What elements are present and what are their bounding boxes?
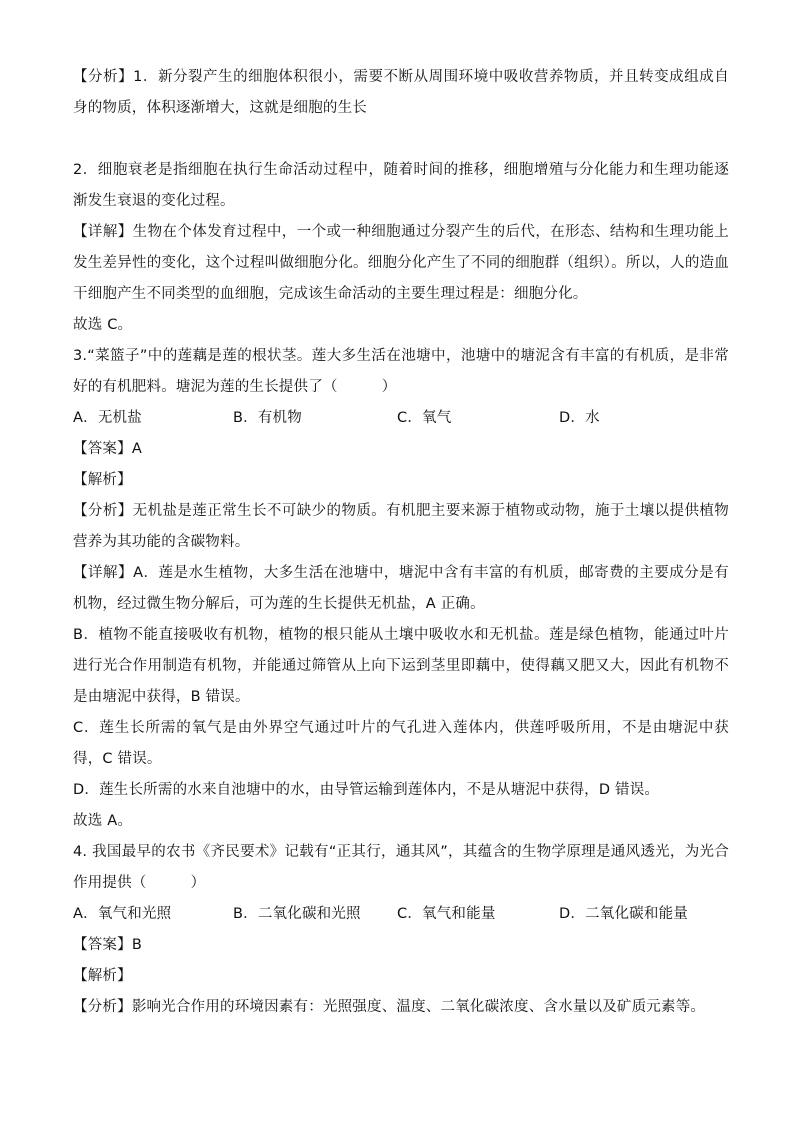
q3-option-b: B．有机物 bbox=[233, 410, 302, 426]
q4-analysis-heading: 【解析】 bbox=[73, 968, 132, 984]
analysis-text: 影响光合作用的环境因素有：光照强度、温度、二氧化碳浓度、含水量以及矿质元素等。 bbox=[131, 999, 706, 1015]
answer-value: B bbox=[131, 937, 142, 953]
answer-tag: 【答案】 bbox=[73, 937, 132, 953]
detail-text: A．莲是水生植物，大多生活在池塘中，塘泥中含有丰富的有机质，邮寄费的主要成分是有机物，经过微生物分解后，可为莲的生长提供无机盐，A 正确。 bbox=[73, 565, 729, 612]
q3-analysis bbox=[73, 496, 729, 558]
q3-detail-b: B．植物不能直接吸收有机物，植物的根只能从土壤中吸收水和无机盐。莲是绿色植物，能通过叶片进行光合作用制造有机物，并能通过筛管从上向下运到茎里即藕中，使得藕又肥又大，因此有机物不是由塘泥中获得，B 错误。 bbox=[73, 627, 729, 705]
q3-detail-d: D．莲生长所需的水来自池塘中的水，由导管运输到莲体内，不是从塘泥中获得，D 错误。 bbox=[73, 782, 660, 798]
conclusion-q2: 故选 C。 bbox=[73, 317, 133, 333]
document-page bbox=[73, 62, 729, 1023]
analysis-text: 1．新分裂产生的细胞体积很小，需要不断从周围环境中吸收营养物质，并且转变成组成自身的物质，体积逐渐增大，这就是细胞的生长 bbox=[73, 69, 729, 116]
q4-option-b: B．二氧化碳和光照 bbox=[233, 906, 361, 922]
q4-option-a: A．氧气和光照 bbox=[73, 906, 172, 922]
analysis-paragraph-1 bbox=[73, 62, 729, 124]
answer-value: A bbox=[131, 441, 142, 457]
question-4-options bbox=[73, 899, 729, 930]
analysis-text: 无机盐是莲正常生长不可缺少的物质。有机肥主要来源于植物或动物，施于土壤以提供植物营养为其功能的含碳物料。 bbox=[73, 503, 729, 550]
q4-option-d: D．二氧化碳和能量 bbox=[559, 906, 688, 922]
q4-option-c: C．氧气和能量 bbox=[397, 906, 496, 922]
question-3-options bbox=[73, 403, 729, 434]
detail-tag: 【详解】 bbox=[73, 565, 134, 581]
analysis-tag: 【分析】 bbox=[73, 69, 134, 85]
q4-answer bbox=[73, 930, 729, 961]
q3-detail-a bbox=[73, 558, 729, 620]
q3-option-d: D．水 bbox=[559, 410, 600, 426]
q3-detail-c: C．莲生长所需的氧气是由外界空气通过叶片的气孔进入莲体内，供莲呼吸所用，不是由塘泥中获得，C 错误。 bbox=[73, 720, 729, 767]
analysis-paragraph-2: 2．细胞衰老是指细胞在执行生命活动过程中，随着时间的推移，细胞增殖与分化能力和生理功能逐渐发生衰退的变化过程。 bbox=[73, 162, 729, 209]
detail-text: 生物在个体发育过程中，一个或一种细胞通过分裂产生的后代，在形态、结构和生理功能上发生差异性的变化，这个过程叫做细胞分化。细胞分化产生了不同的细胞群（组织）。所以，人的造血干细胞产生不同类型的血细胞，完成该生命活动的主要生理过程是：细胞分化。 bbox=[73, 224, 729, 302]
q3-analysis-heading: 【解析】 bbox=[73, 472, 132, 488]
question-4-stem: 4. 我国最早的农书《齐民要术》记载有“正其行，通其风”，其蕴含的生物学原理是通风透光，为光合作用提供（ ） bbox=[73, 844, 729, 891]
detail-paragraph bbox=[73, 217, 729, 310]
q4-analysis bbox=[73, 992, 729, 1023]
q3-option-c: C．氧气 bbox=[397, 410, 452, 426]
q3-conclusion: 故选 A。 bbox=[73, 813, 133, 829]
q3-answer bbox=[73, 434, 729, 465]
answer-tag: 【答案】 bbox=[73, 441, 132, 457]
question-3-stem: 3.“菜篮子”中的莲藕是莲的根状茎。莲大多生活在池塘中，池塘中的塘泥含有丰富的有机质，是非常好的有机肥料。塘泥为莲的生长提供了（ ） bbox=[73, 348, 729, 395]
q3-option-a: A．无机盐 bbox=[73, 410, 142, 426]
analysis-tag: 【分析】 bbox=[73, 999, 132, 1015]
analysis-tag: 【分析】 bbox=[73, 503, 133, 519]
blank-line bbox=[73, 124, 729, 155]
detail-tag: 【详解】 bbox=[73, 224, 133, 240]
